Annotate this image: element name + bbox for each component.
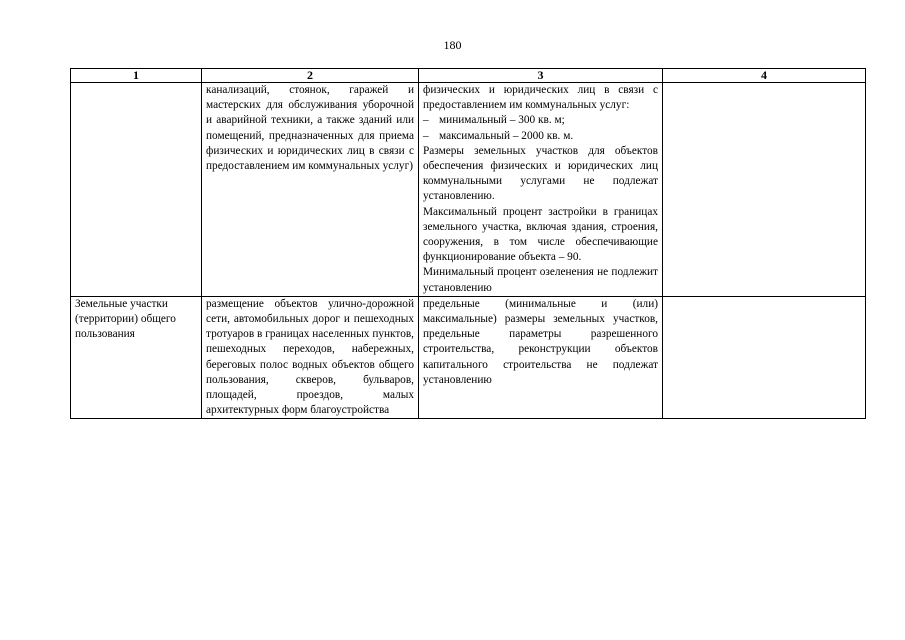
row1-col2 <box>202 83 419 297</box>
row2-col4 <box>663 296 866 419</box>
row1-col3-sizes: Размеры земельных участков для объектов обеспечения физических и юридических лиц коммунальными услугами не подлежат установлению. <box>423 144 658 203</box>
column-header-2: 2 <box>202 69 419 83</box>
column-header-3: 3 <box>419 69 663 83</box>
list-item <box>423 113 658 128</box>
table-row <box>71 83 866 297</box>
row1-col3-green-percent: Минимальный процент озеленения не подлежит установлению <box>423 266 658 294</box>
row1-col3-build-percent: Максимальный процент застройки в границах земельного участка, включая здания, строения, сооружения, в том числе обеспечивающие функционирование объекта – 90. <box>423 205 658 264</box>
bullet-min-area: минимальный – 300 кв. м; <box>439 114 565 127</box>
table-header-row <box>71 69 866 83</box>
row1-col1 <box>71 83 202 297</box>
row2-col3 <box>419 296 663 419</box>
column-header-4: 4 <box>663 69 866 83</box>
zoning-table <box>70 68 866 419</box>
row2-col1: Земельные участки (территории) общего пользования <box>71 296 202 419</box>
row1-col2-text: канализаций, стоянок, гаражей и мастерских для обслуживания уборочной и аварийной техники, а также зданий или помещений, предназначенных для приема физических и юридических лиц в связи с предоставлением им коммунальных услуг) <box>206 84 414 173</box>
dash-bullet: – <box>423 129 429 142</box>
row2-col3-text: предельные (минимальные и (или) максимальные) размеры земельных участков, предельные параметры разрешенного строительства, реконструкции объектов капитального строительства не подлежат установлению <box>423 297 658 386</box>
row1-col3 <box>419 83 663 297</box>
bullet-max-area: максимальный – 2000 кв. м. <box>439 129 574 142</box>
row2-col2 <box>202 296 419 419</box>
row2-col2-text: размещение объектов улично-дорожной сети, автомобильных дорог и пешеходных тротуаров в границах населенных пунктов, пешеходных переходов, набережных, береговых полос водных объектов общего пользования, скверов, бульваров, площадей, проездов, малых архитектурных форм благоустройства <box>206 297 414 417</box>
row1-col3-intro: физических и юридических лиц в связи с предоставлением им коммунальных услуг: <box>423 84 658 112</box>
dash-bullet: – <box>423 114 429 127</box>
page-number: 180 <box>443 38 462 52</box>
table-row <box>71 296 866 419</box>
row1-col4 <box>663 83 866 297</box>
list-item <box>423 129 658 144</box>
column-header-1: 1 <box>71 69 202 83</box>
